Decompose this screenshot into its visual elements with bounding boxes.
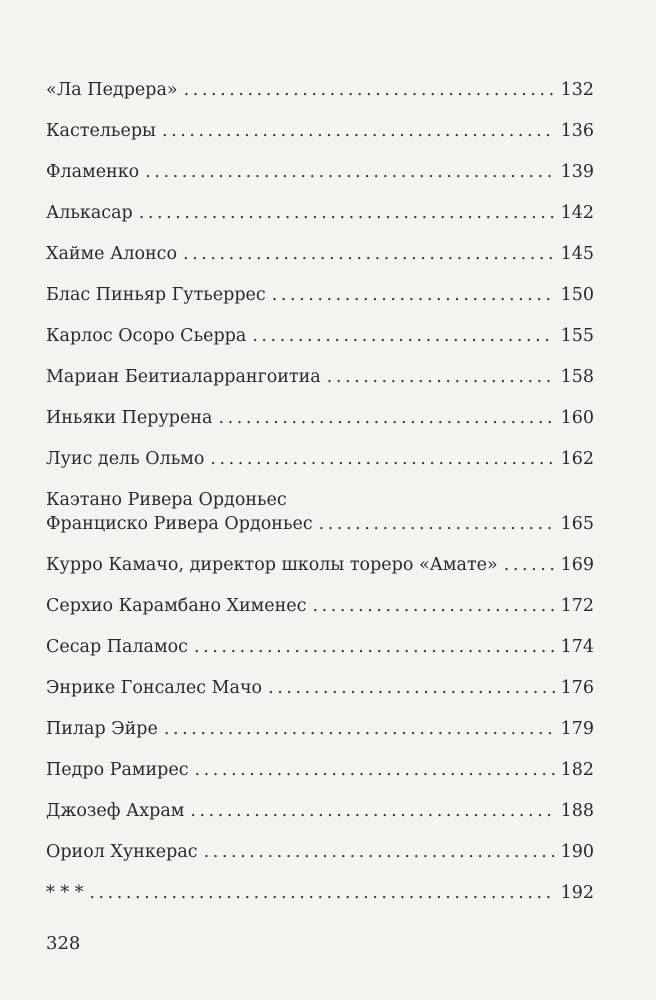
dot-leader [190, 799, 554, 823]
toc-entry-title: Каэтано Ривера Ордоньес [46, 490, 287, 510]
toc-entry-page: 188 [560, 801, 594, 821]
dot-leader [145, 160, 554, 184]
toc-entry-page: 142 [560, 203, 594, 223]
toc-entry-title: Педро Рамирес [46, 760, 189, 780]
toc-entry-title: Кастельеры [46, 121, 156, 141]
toc-entry [46, 406, 594, 447]
toc-entry [46, 553, 594, 594]
toc-entry-page: 179 [560, 719, 594, 739]
toc-entry-title: Карлос Осоро Сьерра [46, 326, 247, 346]
toc-entry-page: 162 [560, 449, 594, 469]
toc-entry [46, 840, 594, 881]
toc-entry-title: Курро Камачо, директор школы тореро «Амате» [46, 555, 498, 575]
toc-entry-title: Блас Пиньяр Гутьеррес [46, 285, 266, 305]
toc-entry [46, 799, 594, 840]
dot-leader [327, 365, 555, 389]
dot-leader [504, 553, 555, 577]
toc-entry-title-continuation: Франциско Ривера Ордоньес [46, 514, 313, 534]
toc-entry [46, 447, 594, 488]
toc-entry-page: 169 [560, 555, 594, 575]
toc-entry-page: 150 [560, 285, 594, 305]
dot-leader [183, 242, 555, 266]
toc-entry-title: Джозеф Ахрам [46, 801, 185, 821]
toc-entry [46, 635, 594, 676]
dot-leader [164, 717, 555, 741]
toc-entry-page: 190 [560, 842, 594, 862]
table-of-contents [46, 78, 594, 922]
page-number: 328 [46, 933, 81, 954]
toc-entry [46, 160, 594, 201]
toc-entry-page: 145 [560, 244, 594, 264]
toc-entry [46, 119, 594, 160]
dot-leader [210, 447, 554, 471]
dot-leader [194, 635, 555, 659]
dot-leader [268, 676, 555, 700]
toc-entry [46, 324, 594, 365]
toc-entry [46, 201, 594, 242]
toc-entry [46, 488, 594, 553]
toc-entry-title: Алькасар [46, 203, 133, 223]
toc-entry-title: Сесар Паламос [46, 637, 188, 657]
dot-leader [218, 406, 554, 430]
toc-entry [46, 594, 594, 635]
toc-entry-title: * * * [46, 883, 84, 903]
toc-entry-title: «Ла Педрера» [46, 80, 178, 100]
toc-entry [46, 78, 594, 119]
toc-entry-page: 139 [560, 162, 594, 182]
dot-leader [252, 324, 554, 348]
toc-entry-page: 182 [560, 760, 594, 780]
toc-entry [46, 758, 594, 799]
toc-entry [46, 365, 594, 406]
dot-leader [162, 119, 555, 143]
toc-entry-page: 158 [560, 367, 594, 387]
toc-entry-title: Пилар Эйре [46, 719, 158, 739]
toc-entry-page: 155 [560, 326, 594, 346]
dot-leader [204, 840, 555, 864]
toc-entry-title: Серхио Карамбано Хименес [46, 596, 307, 616]
toc-entry-page: 132 [560, 80, 594, 100]
toc-entry [46, 881, 594, 922]
toc-entry-page: 176 [560, 678, 594, 698]
toc-entry-page: 172 [560, 596, 594, 616]
dot-leader [139, 201, 555, 225]
toc-entry-title: Ориол Хункерас [46, 842, 198, 862]
dot-leader [195, 758, 555, 782]
toc-entry-second-line [46, 512, 594, 536]
toc-entry-page: 192 [560, 883, 594, 903]
toc-entry [46, 283, 594, 324]
dot-leader [319, 512, 555, 536]
toc-entry [46, 242, 594, 283]
toc-entry-page: 174 [560, 637, 594, 657]
toc-entry [46, 717, 594, 758]
dot-leader [184, 78, 555, 102]
toc-entry-title: Хайме Алонсо [46, 244, 177, 264]
toc-entry-page: 136 [560, 121, 594, 141]
dot-leader [312, 594, 554, 618]
dot-leader [89, 881, 554, 905]
toc-entry-title: Энрике Гонсалес Мачо [46, 678, 263, 698]
toc-entry-page: 165 [560, 514, 594, 534]
toc-entry-title: Мариан Беитиаларрангоитиа [46, 367, 321, 387]
toc-entry [46, 676, 594, 717]
dot-leader [272, 283, 555, 307]
toc-entry-title: Иньяки Перурена [46, 408, 213, 428]
toc-entry-page: 160 [560, 408, 594, 428]
toc-entry-title: Луис дель Ольмо [46, 449, 205, 469]
toc-entry-title: Фламенко [46, 162, 140, 182]
